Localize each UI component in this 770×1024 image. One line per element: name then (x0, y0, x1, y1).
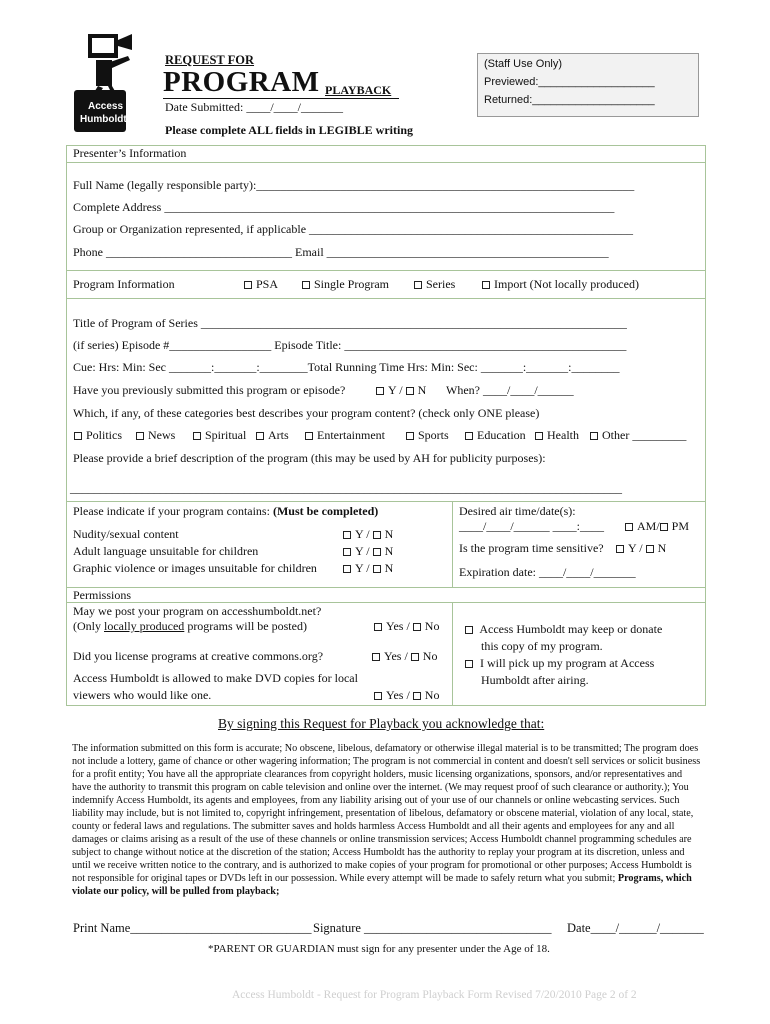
checkbox[interactable] (244, 281, 252, 289)
no-label: No (424, 688, 440, 702)
option-label: Access Humboldt may keep or donate (479, 622, 663, 636)
checkbox[interactable] (256, 432, 264, 440)
access-humboldt-logo (70, 30, 160, 138)
air-time-field[interactable]: ____/____/______ ____:____ (459, 519, 605, 533)
checkbox[interactable] (406, 387, 414, 395)
checkbox[interactable] (305, 432, 313, 440)
dvd-copies-question-2: viewers who would like one. (73, 688, 212, 702)
y-label: Y / (355, 561, 370, 575)
previewed-field: Previewed:___________________ (484, 76, 655, 88)
yes-label: Yes / (384, 649, 408, 663)
option-label: I will pick up my program at Access (480, 656, 655, 670)
category-label: Education (477, 428, 526, 442)
staff-use-title: (Staff Use Only) (484, 58, 563, 70)
post-online-note (73, 619, 307, 634)
category-label: Sports (418, 428, 449, 442)
pick-up-option[interactable] (465, 656, 654, 671)
option-label: Series (426, 277, 456, 291)
y-label: Y / (628, 541, 643, 555)
category-label: Health (547, 428, 579, 442)
time-sensitive-yn[interactable] (616, 541, 666, 556)
y-label: Y / (355, 527, 370, 541)
keep-or-donate-line-2: this copy of my program. (481, 639, 603, 653)
checkbox[interactable] (376, 387, 384, 395)
time-sensitive-question: Is the program time sensitive? (459, 541, 604, 555)
divider (452, 602, 453, 706)
description-prompt: Please provide a brief description of the program (this may be used by AH for publicity purposes): (73, 451, 546, 465)
checkbox[interactable] (625, 523, 633, 531)
categories-question: Which, if any, of these categories best describes your program content? (check only ONE please) (73, 406, 540, 420)
option-psa[interactable] (244, 277, 278, 292)
note-underlined: locally produced (104, 619, 185, 633)
previously-submitted-question: Have you previously submitted this program or episode? (73, 383, 346, 397)
content-question (73, 504, 378, 519)
yn-label: Y / (388, 383, 403, 397)
content-question-text: Please indicate if your program contains: (73, 504, 270, 518)
category-entertainment[interactable] (305, 428, 385, 443)
option-series[interactable] (414, 277, 455, 292)
option-label: Import (Not locally produced) (494, 277, 639, 291)
no-label: No (422, 649, 438, 663)
n-label: N (384, 561, 394, 575)
date-submitted-field[interactable]: Date Submitted: ____/____/_______ (165, 100, 343, 114)
staff-use-box (477, 53, 699, 117)
agreement-text: The information submitted on this form is accurate; No obscene, libelous, defamatory or otherwise illegal material is to be transmitted; The program does not include a lottery, game of chance or other wagering information; The program is not commercial in content and doesn't sell services or solicit business for a profit entity; You have all the appropriate clearances from copyright holders, music licensing organizations, sponsors, and/or representatives and have the authority to transmit this program on cable television and online over the internet. (We may request proof of such clearance or authority.); You indemnify Access Humboldt, its agents and employees, from any liability arising out of your use of our channels or online webcasting services. Such liability may include, but is not limited to, copyright infringement, presentation of libelous, defamatory or obscene material, violation of any local, state, county or federal laws and regulations. The submitter saves and holds harmless Access Humboldt and all their agents and employees for any and all damages or claims arising as a result of the use of these channels or online transmission services; Access Humboldt channel programming schedules are subject to change without notice at the discretion of the station; Access Humboldt has the authority to replay your program at its discretion, unless and until we receive written notice to the contrary, and is authorized to make copies of your program for promotional or other purposes; Access Humboldt is not responsible for original tapes or DVDs left in our possession. While every attempt will be made to safely return what you submit; (72, 743, 701, 884)
divider (66, 270, 706, 271)
checkbox[interactable] (193, 432, 201, 440)
logo-text-humboldt: Humboldt (80, 114, 127, 125)
description-line[interactable]: ____________________________________________________________________________________________ (70, 481, 622, 495)
category-label: Entertainment (317, 428, 385, 442)
divider (66, 298, 706, 299)
print-name-field[interactable]: Print Name_____________________________ (73, 921, 312, 935)
checkbox[interactable] (343, 531, 351, 539)
pick-up-line-2: Humboldt after airing. (481, 673, 589, 687)
y-label: Y / (355, 544, 370, 558)
category-label: Arts (268, 428, 289, 442)
phone-email-field[interactable]: Phone _______________________________ Email _______________________________________________ (73, 245, 609, 259)
agreement-heading: By signing this Request for Playback you acknowledge that: (218, 716, 545, 731)
checkbox[interactable] (465, 660, 473, 668)
air-time-label: Desired air time/date(s): (459, 504, 576, 518)
program-title: PROGRAM (163, 66, 320, 98)
category-label: Spiritual (205, 428, 247, 442)
full-name-field[interactable]: Full Name (legally responsible party):_______________________________________________________________ (73, 178, 635, 192)
divider (66, 162, 706, 163)
checkbox[interactable] (374, 692, 382, 700)
category-label: Politics (86, 428, 123, 442)
parent-guardian-note: *PARENT OR GUARDIAN must sign for any presenter under the Age of 18. (208, 943, 550, 955)
divider (66, 602, 706, 603)
checkbox[interactable] (373, 565, 381, 573)
creative-commons-yes-no[interactable] (372, 649, 437, 664)
checkbox[interactable] (535, 432, 543, 440)
category-label: Other _________ (602, 428, 687, 442)
content-item-language: Adult language unsuitable for children (73, 544, 259, 558)
title-series-field[interactable]: Title of Program of Series _______________________________________________________________________ (73, 316, 627, 330)
page-footer: Access Humboldt - Request for Program Playback Form Revised 7/20/2010 Page 2 of 2 (232, 989, 637, 1001)
dvd-copies-question: Access Humboldt is allowed to make DVD copies for local (73, 671, 358, 685)
option-import[interactable] (482, 277, 639, 292)
post-online-question: May we post your program on accesshumboldt.net? (73, 604, 322, 618)
presenter-section-title: Presenter’s Information (73, 146, 187, 160)
checkbox[interactable] (646, 545, 654, 553)
checkbox[interactable] (590, 432, 598, 440)
category-other[interactable] (590, 428, 686, 443)
signature-field[interactable]: Signature ______________________________ (313, 921, 552, 935)
group-field[interactable]: Group or Organization represented, if applicable ______________________________________________________ (73, 222, 634, 236)
category-sports[interactable] (406, 428, 449, 443)
keep-or-donate-option[interactable] (465, 622, 662, 637)
request-for-label: REQUEST FOR (165, 53, 255, 67)
checkbox[interactable] (413, 623, 421, 631)
no-label: No (424, 619, 440, 633)
permissions-title: Permissions (73, 588, 132, 602)
option-single-program[interactable] (302, 277, 389, 292)
checkbox[interactable] (374, 623, 382, 631)
checkbox[interactable] (411, 653, 419, 661)
category-label: News (148, 428, 176, 442)
n-label: N (657, 541, 667, 555)
creative-commons-question: Did you license programs at creative commons.org? (73, 649, 324, 663)
am-label: AM/ (637, 519, 660, 533)
content-item-violence: Graphic violence or images unsuitable for children (73, 561, 317, 575)
checkbox[interactable] (302, 281, 310, 289)
category-arts[interactable] (256, 428, 289, 443)
checkbox[interactable] (74, 432, 82, 440)
legibility-instruction: Please complete ALL fields in LEGIBLE writing (165, 123, 414, 137)
must-be-completed: (Must be completed) (272, 504, 379, 518)
divider (66, 587, 706, 588)
n-label: N (384, 544, 394, 558)
divider (66, 501, 706, 502)
nudity-yn[interactable] (343, 527, 393, 542)
am-pm-choice[interactable] (625, 519, 689, 534)
category-education[interactable] (465, 428, 526, 443)
expiration-date-field[interactable]: Expiration date: ____/____/_______ (459, 565, 636, 579)
checkbox[interactable] (465, 432, 473, 440)
category-politics[interactable] (74, 428, 122, 443)
language-yn[interactable] (343, 544, 393, 559)
checkbox[interactable] (616, 545, 624, 553)
checkbox[interactable] (343, 565, 351, 573)
note-post: programs will be posted) (184, 619, 307, 633)
previously-submitted-yn[interactable] (376, 383, 426, 398)
content-item-nudity: Nudity/sexual content (73, 527, 179, 541)
yes-label: Yes / (386, 619, 410, 633)
when-field[interactable]: When? ____/____/______ (446, 383, 574, 397)
logo-text-access: Access (88, 101, 124, 112)
option-label: Single Program (314, 277, 389, 291)
category-news[interactable] (136, 428, 175, 443)
post-online-yes-no[interactable] (374, 619, 439, 634)
option-label: PSA (256, 277, 279, 291)
category-spiritual[interactable] (193, 428, 246, 443)
violence-yn[interactable] (343, 561, 393, 576)
checkbox[interactable] (413, 692, 421, 700)
checkbox[interactable] (660, 523, 668, 531)
program-info-label: Program Information (73, 277, 175, 291)
checkbox[interactable] (482, 281, 490, 289)
episode-field[interactable]: (if series) Episode #_________________ Episode Title: _______________________________________________ (73, 338, 627, 352)
returned-field: Returned:____________________ (484, 94, 655, 106)
checkbox[interactable] (406, 432, 414, 440)
address-field[interactable]: Complete Address ___________________________________________________________________________ (73, 200, 615, 214)
n-label: N (384, 527, 394, 541)
yes-label: Yes / (386, 688, 410, 702)
checkbox[interactable] (373, 548, 381, 556)
pm-label: PM (671, 519, 690, 533)
checkbox[interactable] (372, 653, 380, 661)
dvd-copies-yes-no[interactable] (374, 688, 439, 703)
checkbox[interactable] (373, 531, 381, 539)
cue-time-field[interactable]: Cue: Hrs: Min: Sec _______:_______:________Total Running Time Hrs: Min: Sec: _______:_______:________ (73, 360, 620, 374)
n-label: N (417, 383, 427, 397)
checkbox[interactable] (414, 281, 422, 289)
note-pre: (Only (73, 619, 104, 633)
checkbox[interactable] (465, 626, 473, 634)
category-health[interactable] (535, 428, 579, 443)
divider (452, 501, 453, 587)
playback-title: PLAYBACK (325, 83, 392, 97)
checkbox[interactable] (136, 432, 144, 440)
date-field[interactable]: Date____/______/_______ (567, 921, 704, 935)
agreement-bold-clause: Programs, which violate our policy, will be pulled from playback; (72, 873, 692, 897)
agreement-body (72, 742, 702, 898)
program-title-underline (163, 98, 399, 99)
checkbox[interactable] (343, 548, 351, 556)
